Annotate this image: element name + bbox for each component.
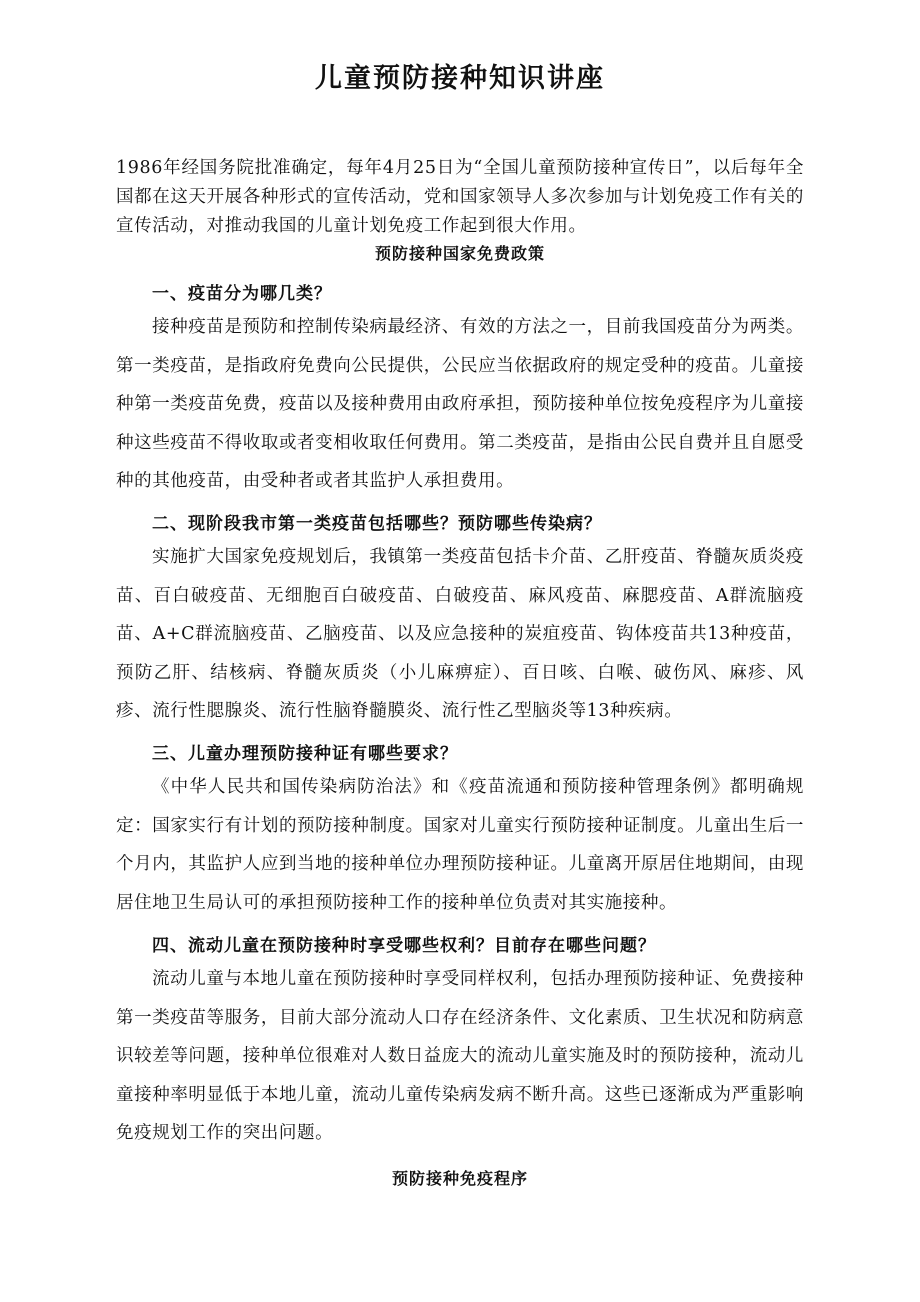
- section-heading-1: 一、疫苗分为哪几类？: [152, 284, 332, 304]
- section-heading-4: 四、流动儿童在预防接种时享受哪些权利？目前存在哪些问题？: [152, 936, 656, 956]
- section-body-3: 《中华人民共和国传染病防治法》和《疫苗流通和预防接种管理条例》都明确规定：国家实行有计划的预防接种制度。国家对儿童实行预防接种证制度。儿童出生后一个月内，其监护人应到当地的接种单位办理预防接种证。儿童离开原居住地期间，由现居住地卫生局认可的承担预防接种工作的接种单位负责对其实施接种。: [116, 777, 804, 913]
- section-heading-2: 二、现阶段我市第一类疫苗包括哪些？预防哪些传染病？: [152, 514, 602, 534]
- section-heading-3: 三、儿童办理预防接种证有哪些要求？: [152, 744, 458, 764]
- section-body-2: 实施扩大国家免疫规划后，我镇第一类疫苗包括卡介苗、乙肝疫苗、脊髓灰质炎疫苗、百白破疫苗、无细胞百白破疫苗、白破疫苗、麻风疫苗、麻腮疫苗、A群流脑疫苗、A+C群流脑疫苗、乙脑疫苗、以及应急接种的炭疽疫苗、钩体疫苗共13种疫苗，预防乙肝、结核病、脊髓灰质炎（小儿麻痹症）、百日咳、白喉、破伤风、麻疹、风疹、流行性腮腺炎、流行性脑脊髓膜炎、流行性乙型脑炎等13种疾病。: [116, 547, 804, 721]
- policy-heading: 预防接种国家免费政策: [374, 244, 545, 263]
- schedule-heading: 预防接种免疫程序: [391, 1169, 528, 1188]
- intro-paragraph: 1986年经国务院批准确定，每年4月25日为“全国儿童预防接种宣传日”，以后每年全国都在这天开展各种形式的宣传活动，党和国家领导人多次参加与计划免疫工作有关的宣传活动，对推动我国的儿童计划免疫工作起到很大作用。: [116, 158, 804, 236]
- document-title: 儿童预防接种知识讲座: [315, 63, 605, 94]
- section-body-1: 接种疫苗是预防和控制传染病最经济、有效的方法之一，目前我国疫苗分为两类。第一类疫苗，是指政府免费向公民提供，公民应当依据政府的规定受种的疫苗。儿童接种第一类疫苗免费，疫苗以及接种费用由政府承担，预防接种单位按免疫程序为儿童接种这些疫苗不得收取或者变相收取任何费用。第二类疫苗，是指由公民自费并且自愿受种的其他疫苗，由受种者或者其监护人承担费用。: [116, 317, 804, 491]
- section-body-4: 流动儿童与本地儿童在预防接种时享受同样权利，包括办理预防接种证、免费接种第一类疫苗等服务，目前大部分流动人口存在经济条件、文化素质、卫生状况和防病意识较差等问题，接种单位很难对人数日益庞大的流动儿童实施及时的预防接种，流动儿童接种率明显低于本地儿童，流动儿童传染病发病不断升高。这些已逐渐成为严重影响免疫规划工作的突出问题。: [116, 969, 804, 1143]
